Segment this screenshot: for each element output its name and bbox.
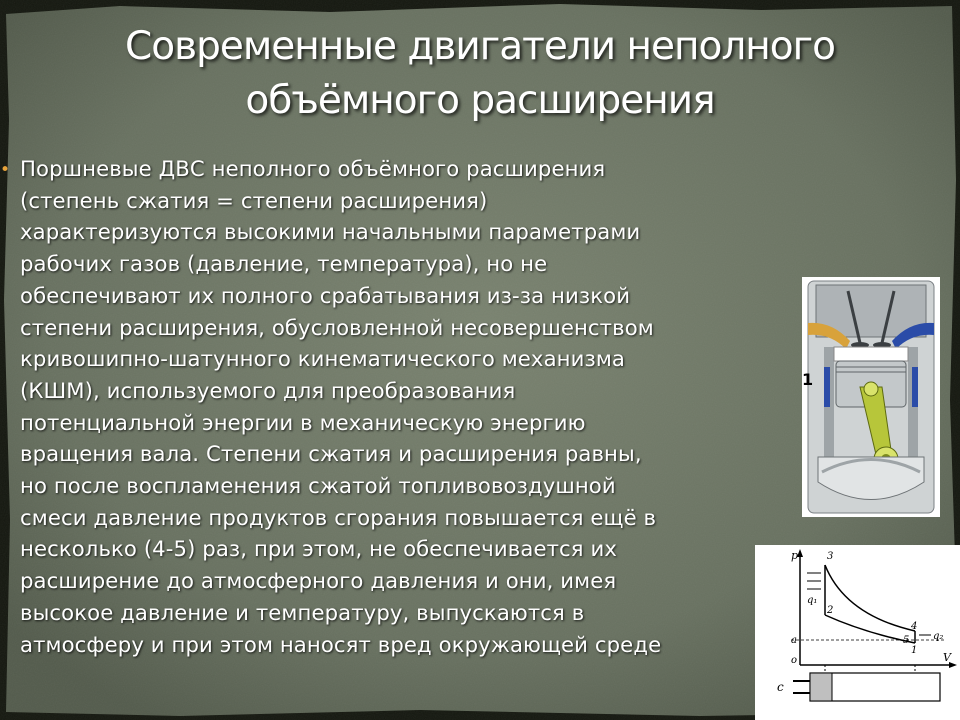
pv-label-5: 5 (903, 635, 910, 646)
pv-label-v: V (943, 651, 951, 664)
pv-label-1: 1 (911, 645, 918, 656)
pv-label-c: c (777, 680, 784, 694)
engine-figure-label: 1 (802, 370, 814, 389)
body-text: Поршневые ДВС неполного объёмного расширения (степень сжатия = степени расширения) характеризуются высокими начальными параметрами рабочих газов (давление, температура), но не обеспечивают их полного срабатывания из-за низкой степени расширения, обусловленной несовершенством кривошипно-шатунного кинематического механизма (КШМ), используемого для преобразования потенциальной энергии в механическую энергию вращения вала. Степени сжатия и расширения равны, но после воспламенения сжатой топливовоздушной смеси давление продуктов сгорания повышается ещё в несколько (4-5) раз, при этом, не обеспечивается их расширение до атмосферного давления и они, имея высокое давление и температуру, выпускаются в атмосферу и при этом наносят вред окружающей среде (20, 156, 662, 657)
pv-diagram-figure (755, 545, 960, 720)
slide-title (40, 20, 920, 128)
pv-label-q2: q₂ (933, 631, 944, 642)
pv-label-p: p (791, 549, 799, 562)
pv-label-o: o (791, 655, 798, 666)
pv-label-a: a (791, 635, 797, 646)
slide-title-line-1: Современные двигатели неполного (125, 24, 835, 69)
engine-cross-section-figure (802, 277, 940, 517)
pv-label-2: 2 (827, 605, 834, 616)
pv-label-3: 3 (827, 551, 834, 562)
pv-label-4: 4 (911, 621, 918, 632)
pv-label-q1: q₁ (807, 595, 818, 606)
bullet-icon: • (0, 160, 11, 180)
slide-title-line-2: объёмного расширения (245, 78, 715, 123)
